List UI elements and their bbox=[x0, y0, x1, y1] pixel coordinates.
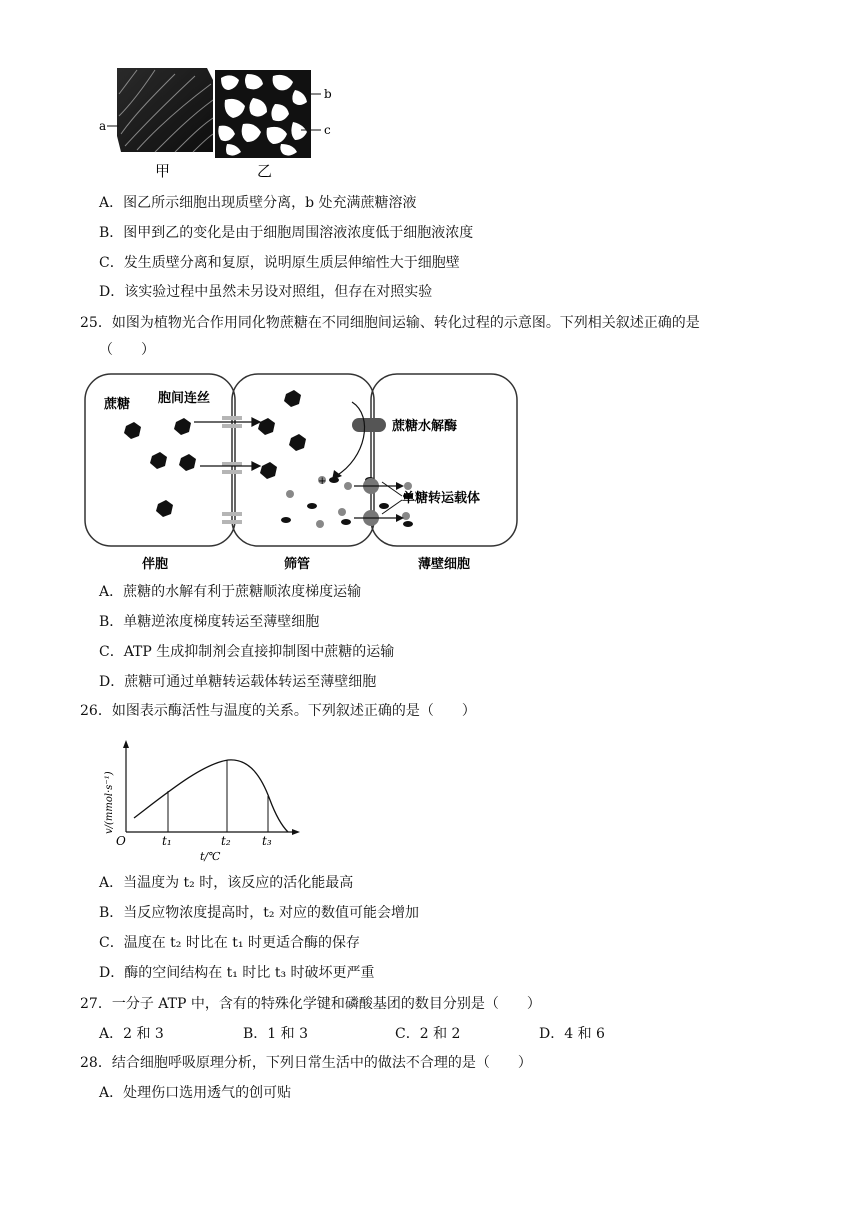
q28-stem: 28．结合细胞呼吸原理分析，下列日常生活中的做法不合理的是（ ） bbox=[80, 1055, 532, 1071]
label-carrier: 单糖转运载体 bbox=[402, 491, 481, 506]
cell-parenchyma bbox=[371, 374, 517, 546]
chart-ylabel: v/(mmol·s⁻¹) bbox=[104, 771, 115, 834]
invertase-enzyme bbox=[352, 418, 386, 432]
q25-option-c: C．ATP 生成抑制剂会直接抑制图中蔗糖的运输 bbox=[99, 644, 395, 660]
q25-option-b: B．单糖逆浓度梯度转运至薄壁细胞 bbox=[99, 614, 320, 630]
figure-plasmolysis bbox=[95, 64, 355, 184]
label-parenchyma-cell: 薄壁细胞 bbox=[418, 557, 471, 572]
invertase-arrow bbox=[336, 402, 365, 476]
q27-stem: 27．一分子 ATP 中，含有的特殊化学键和磷酸基团的数目分别是（ ） bbox=[80, 996, 541, 1012]
q25-option-a: A．蔗糖的水解有利于蔗糖顺浓度梯度运输 bbox=[99, 584, 362, 600]
q27-option-b: B．1 和 3 bbox=[243, 1026, 309, 1042]
label-invertase: 蔗糖水解酶 bbox=[392, 419, 458, 434]
chart-tick-t2: t₂ bbox=[221, 834, 231, 848]
q26-option-a: A．当温度为 t₂ 时，该反应的活化能最高 bbox=[99, 875, 354, 891]
q28-option-a: A．处理伤口选用透气的创可贴 bbox=[99, 1085, 292, 1101]
q25-stem: 25．如图为植物光合作用同化物蔗糖在不同细胞间运输、转化过程的示意图。下列相关叙述正确的是 bbox=[80, 315, 700, 331]
caption-jia: 甲 bbox=[155, 162, 171, 180]
chart-curve bbox=[134, 760, 288, 832]
q27-option-d: D．4 和 6 bbox=[539, 1026, 605, 1042]
label-a: a bbox=[99, 119, 107, 133]
plus-sign: + bbox=[318, 476, 327, 487]
caption-yi: 乙 bbox=[257, 162, 273, 180]
q24-option-d: D．该实验过程中虽然未另设对照组，但存在对照实验 bbox=[99, 284, 433, 300]
figure-enzyme-temperature-chart bbox=[98, 738, 308, 864]
label-b: b bbox=[324, 87, 332, 101]
micrograph-yi bbox=[215, 70, 311, 158]
label-sieve-tube: 筛管 bbox=[284, 557, 311, 572]
q24-option-a: A．图乙所示细胞出现质壁分离，b 处充满蔗糖溶液 bbox=[99, 195, 417, 211]
q25-option-d: D．蔗糖可通过单糖转运载体转运至薄壁细胞 bbox=[99, 674, 377, 690]
q26-option-b: B．当反应物浓度提高时，t₂ 对应的数值可能会增加 bbox=[99, 905, 419, 921]
chart-xlabel: t/℃ bbox=[200, 850, 221, 863]
chart-origin: O bbox=[116, 834, 126, 848]
label-sucrose: 蔗糖 bbox=[104, 397, 131, 412]
q26-option-d: D．酶的空间结构在 t₁ 时比 t₃ 时破坏更严重 bbox=[99, 965, 375, 981]
chart-x-arrow bbox=[292, 829, 300, 835]
sucrose-molecules bbox=[124, 390, 306, 517]
label-plasmodesmata: 胞间连丝 bbox=[158, 391, 211, 406]
q24-option-b: B．图甲到乙的变化是由于细胞周围溶液浓度低于细胞液浓度 bbox=[99, 225, 474, 241]
monosaccharide-transporters bbox=[354, 478, 404, 526]
label-companion-cell: 伴胞 bbox=[142, 557, 169, 572]
q27-options bbox=[99, 1024, 659, 1044]
q26-stem: 26．如图表示酶活性与温度的关系。下列叙述正确的是（ ） bbox=[80, 703, 476, 719]
q27-option-c: C．2 和 2 bbox=[395, 1026, 461, 1042]
chart-tick-t3: t₃ bbox=[262, 834, 272, 848]
chart-tick-t1: t₁ bbox=[162, 834, 172, 848]
micrograph-jia bbox=[117, 68, 213, 152]
chart-y-arrow bbox=[123, 740, 129, 748]
q25-paren: （ ） bbox=[99, 342, 155, 358]
q27-option-a: A．2 和 3 bbox=[99, 1026, 164, 1042]
q24-option-c: C．发生质壁分离和复原，说明原生质层伸缩性大于细胞壁 bbox=[99, 255, 460, 271]
q26-option-c: C．温度在 t₂ 时比在 t₁ 时更适合酶的保存 bbox=[99, 935, 360, 951]
figure-sucrose-transport bbox=[84, 372, 520, 578]
label-c: c bbox=[324, 123, 331, 137]
